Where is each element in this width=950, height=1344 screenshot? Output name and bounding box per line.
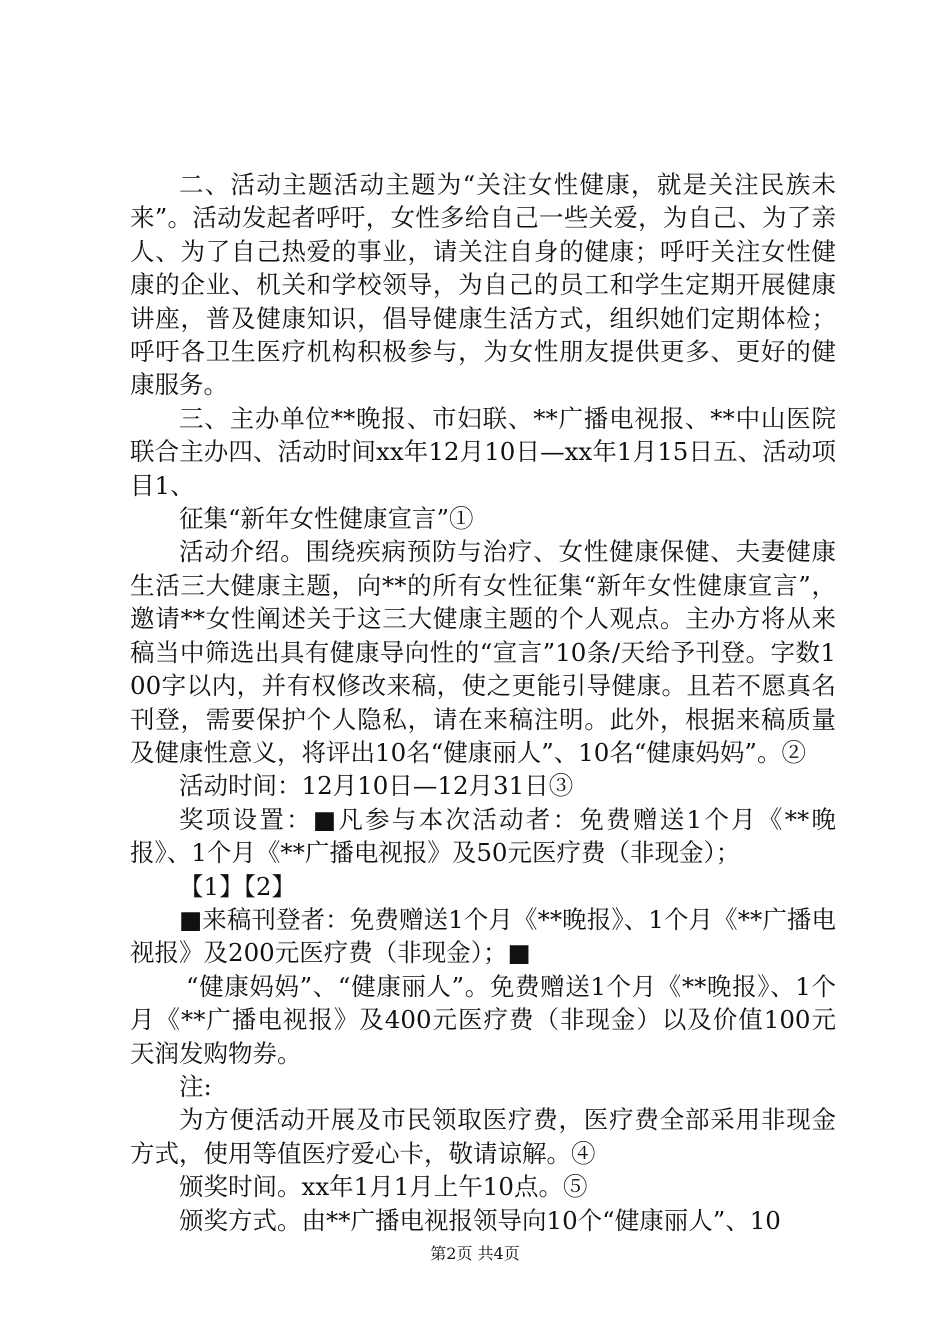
paragraph-markers: 【1】【2】 xyxy=(179,871,296,901)
paragraph-award-method: 颁奖方式。由**广播电视报领导向10个“健康丽人”、10 xyxy=(179,1205,781,1235)
document-body xyxy=(130,168,836,1237)
page-footer: 第2页 共4页 xyxy=(430,1244,520,1263)
paragraph-top-award: “健康妈妈”、“健康丽人”。免费赠送1个月《**晚报》、1个月《**广播电视报》及400元医疗费（非现金）以及价值100元天润发购物券。 xyxy=(130,971,836,1068)
paragraph-collect-title: 征集“新年女性健康宣言”① xyxy=(179,504,474,534)
paragraph-theme: 二、活动主题活动主题为“关注女性健康，就是关注民族未来”。活动发起者呼吁，女性多给自己一些关爱，为自己、为了亲人、为了自己热爱的事业，请关注自身的健康；呼吁关注女性健康的企业、机关和学校领导，为自己的员工和学生定期开展健康讲座，普及健康知识，倡导健康生活方式，组织她们定期体检；呼吁各卫生医疗机构积极参与，为女性朋友提供更多、更好的健康服务。 xyxy=(130,170,836,400)
paragraph-note-text: 为方便活动开展及市民领取医疗费，医疗费全部采用非现金方式，使用等值医疗爱心卡，敬请谅解。④ xyxy=(130,1105,836,1168)
paragraph-activity-time: 活动时间：12月10日—12月31日③ xyxy=(179,771,574,801)
paragraph-published-award: ■来稿刊登者：免费赠送1个月《**晚报》、1个月《**广播电视报》及200元医疗费（非现金）；■ xyxy=(130,904,836,968)
paragraph-note-label: 注: xyxy=(179,1071,212,1101)
paragraph-organizers: 三、主办单位**晚报、市妇联、**广播电视报、**中山医院联合主办四、活动时间xx年12月10日—xx年1月15日五、活动项目1、 xyxy=(130,403,836,500)
paragraph-introduction: 活动介绍。围绕疾病预防与治疗、女性健康保健、夫妻健康生活三大健康主题，向**的所有女性征集“新年女性健康宣言”，邀请**女性阐述关于这三大健康主题的个人观点。主办方将从来稿当中筛选出具有健康导向性的“宣言”10条/天给予刊登。字数100字以内，并有权修改来稿，使之更能引导健康。且若不愿真名刊登，需要保护个人隐私，请在来稿注明。此外，根据来稿质量及健康性意义，将评出10名“健康丽人”、10名“健康妈妈”。② xyxy=(130,537,836,767)
paragraph-award-time: 颁奖时间。xx年1月1月上午10点。⑤ xyxy=(179,1172,588,1202)
paragraph-awards: 奖项设置：■凡参与本次活动者：免费赠送1个月《**晚报》、1个月《**广播电视报》及50元医疗费（非现金）； xyxy=(130,804,836,868)
